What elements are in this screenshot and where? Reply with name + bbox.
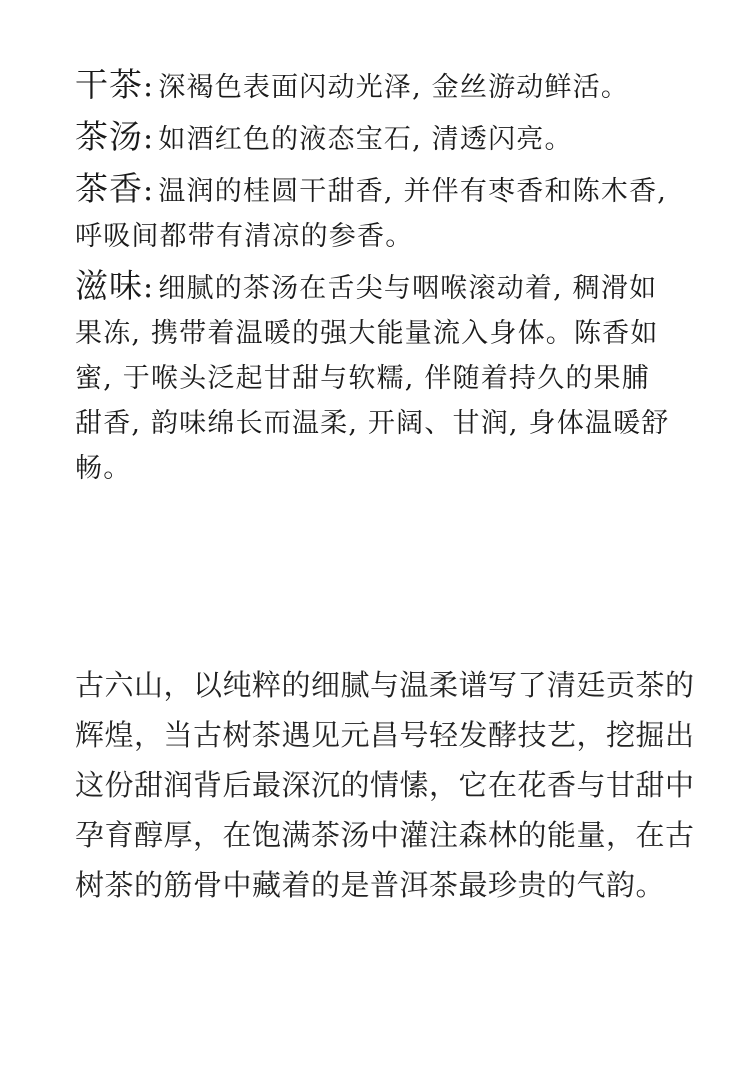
note-colon: : bbox=[143, 270, 155, 305]
note-label: 滋味 bbox=[75, 266, 143, 305]
note-label: 干茶 bbox=[75, 65, 143, 104]
tasting-notes bbox=[75, 62, 675, 491]
tasting-note-dry-leaf bbox=[75, 62, 675, 110]
note-colon: : bbox=[143, 121, 155, 156]
tasting-note-liquor bbox=[75, 114, 675, 162]
note-text: 如酒红色的液态宝石, 清透闪亮。 bbox=[158, 124, 573, 155]
note-label: 茶香 bbox=[75, 169, 143, 208]
tasting-note-taste bbox=[75, 263, 675, 491]
note-label: 茶汤 bbox=[75, 117, 143, 156]
tasting-note-aroma bbox=[75, 166, 675, 259]
summary-paragraph: 古六山，以纯粹的细腻与温柔谱写了清廷贡茶的辉煌，当古树茶遇见元昌号轻发酵技艺，挖掘出这份甜润背后最深沉的情愫，它在花香与甘甜中孕育醇厚，在饱满茶汤中灌注森林的能量，在古树茶的筋骨中藏着的是普洱茶最珍贵的气韵。 bbox=[75, 668, 695, 902]
note-colon: : bbox=[143, 173, 155, 208]
note-text: 深褐色表面闪动光泽, 金丝游动鲜活。 bbox=[158, 72, 630, 103]
note-text: 温润的桂圆干甜香, 并伴有枣香和陈木香, 呼吸间都带有清凉的参香。 bbox=[75, 176, 668, 252]
note-text: 细腻的茶汤在舌尖与咽喉滚动着, 稠滑如果冻, 携带着温暖的强大能量流入身体。陈香如蜜, 于喉头泛起甘甜与软糯, 伴随着持久的果脯甜香, 韵味绵长而温柔, 开阔、甘润, 身体温暖舒畅。 bbox=[75, 273, 670, 484]
note-colon: : bbox=[143, 69, 155, 104]
